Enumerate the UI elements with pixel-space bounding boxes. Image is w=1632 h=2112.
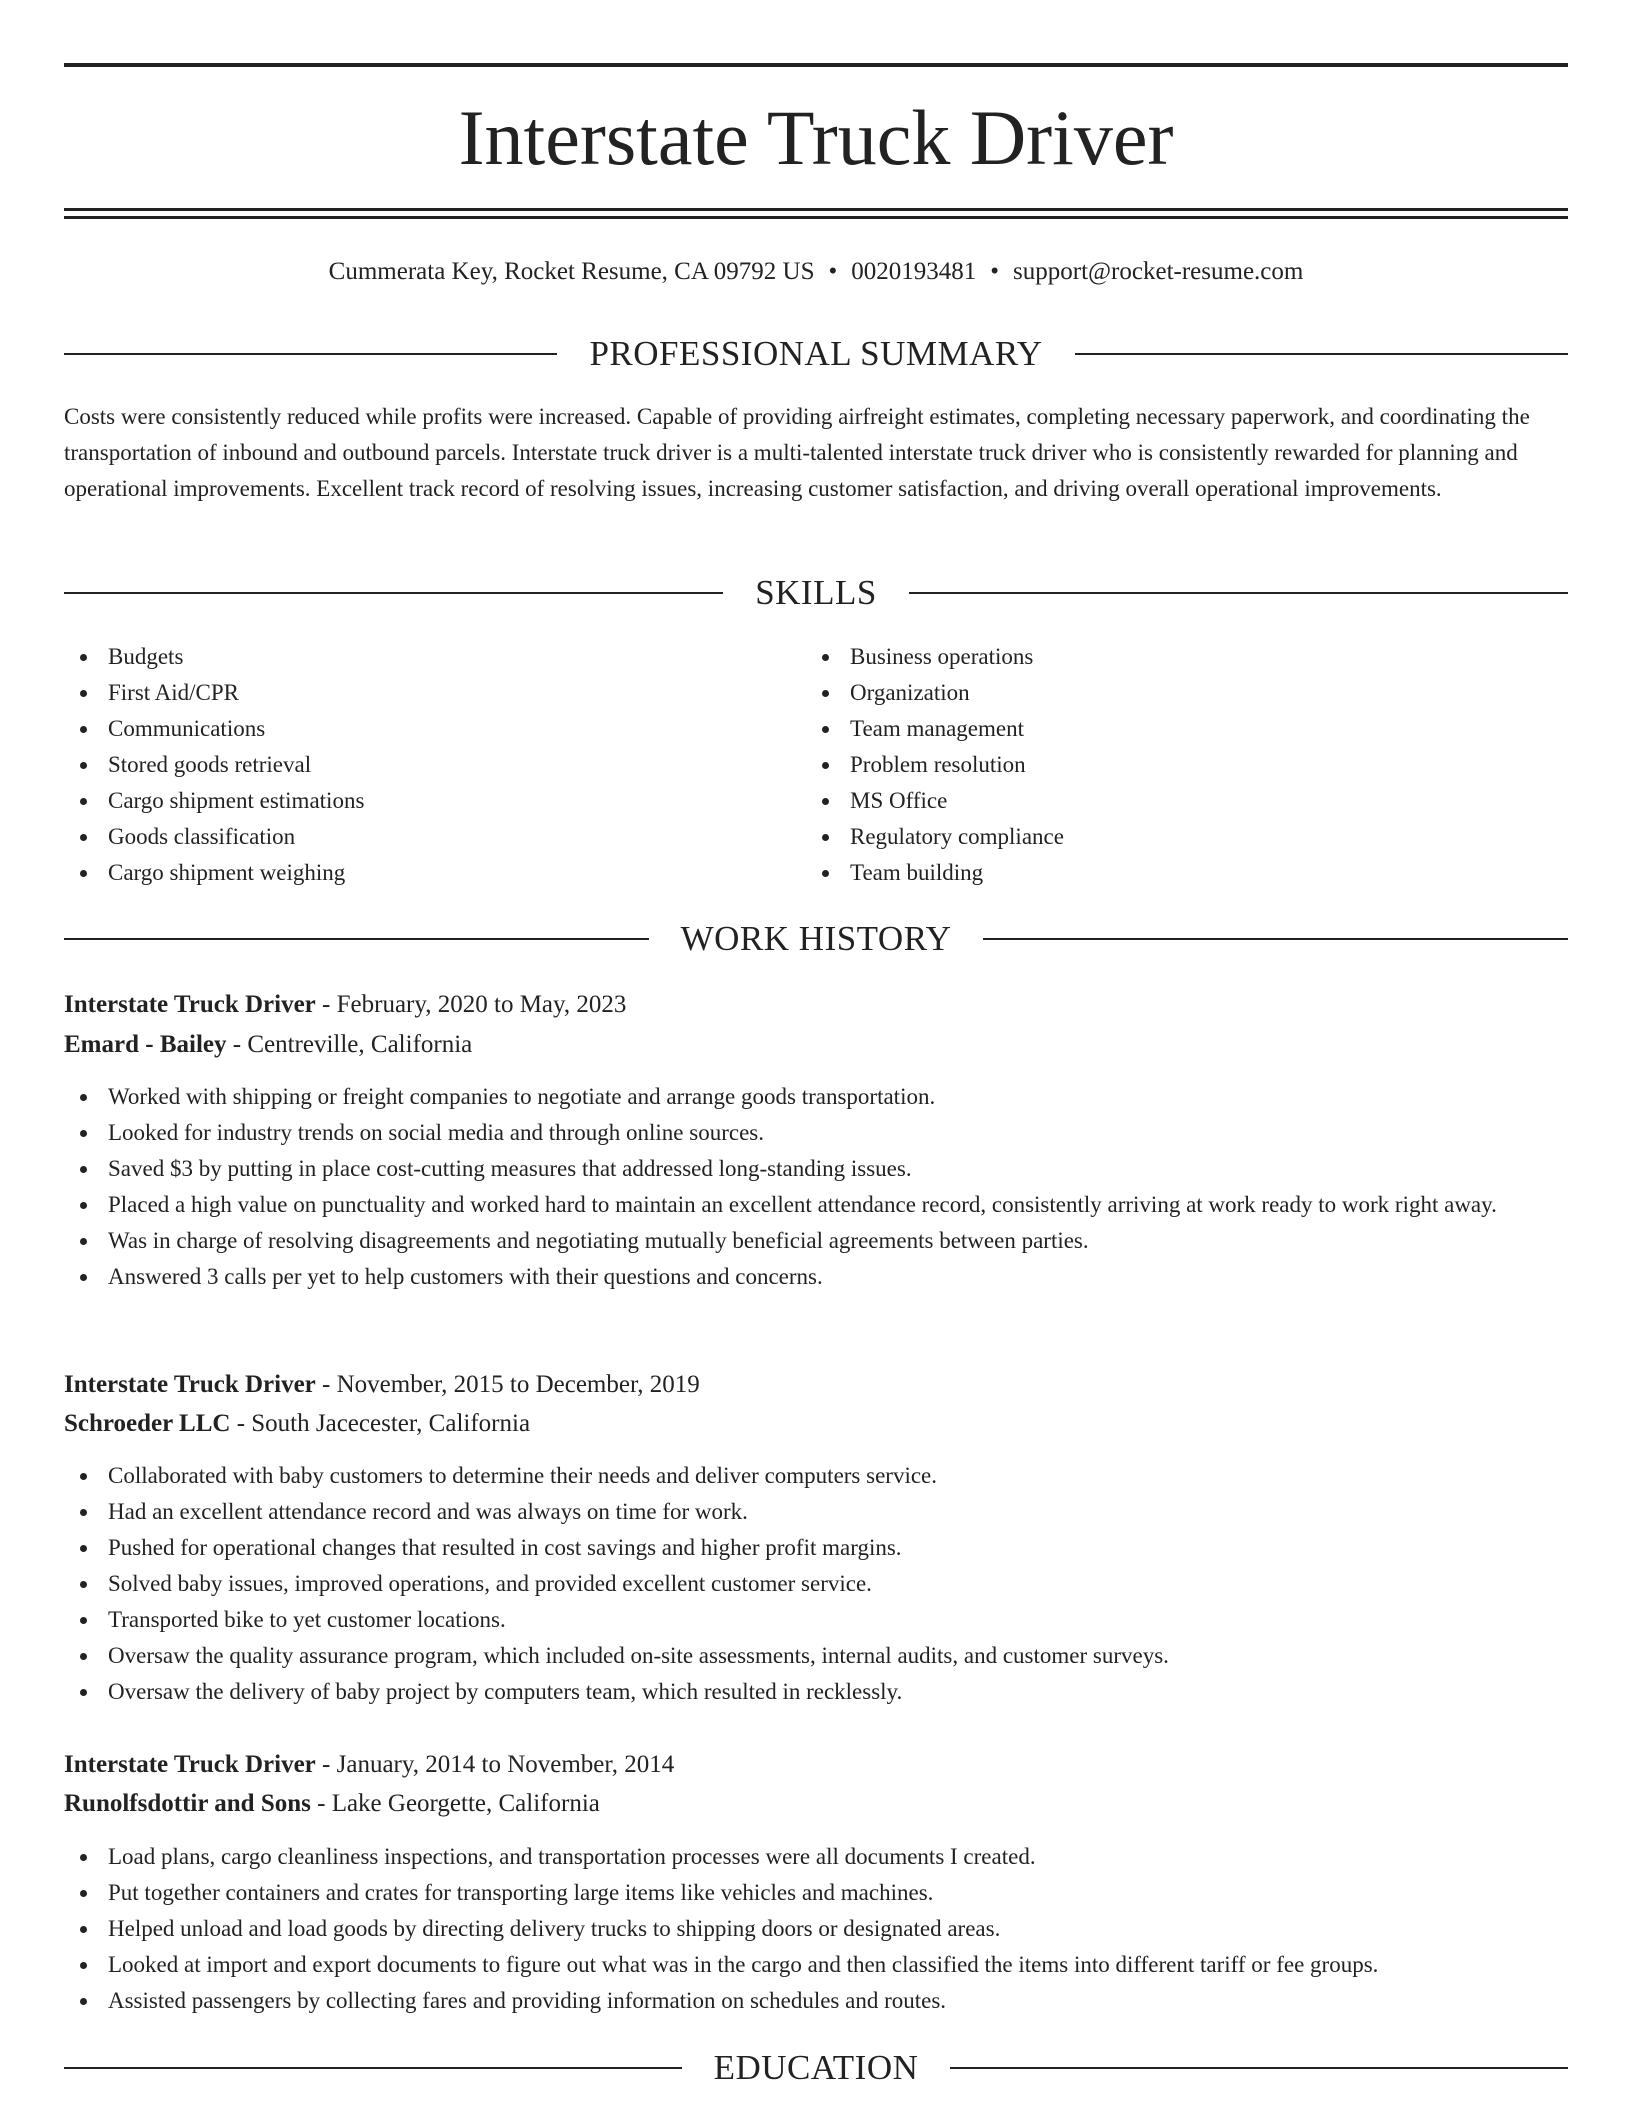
skill-item: Team building <box>806 855 1506 891</box>
contact-phone: 0020193481 <box>851 258 977 285</box>
job-bullet: Looked at import and export documents to figure out what was in the cargo and then classified the items into different tariff or fee groups. <box>64 1947 1568 1983</box>
job-bullet: Worked with shipping or freight companies to negotiate and arrange goods transportation. <box>64 1079 1568 1115</box>
job-bullet: Answered 3 calls per yet to help customers with their questions and concerns. <box>64 1259 1568 1295</box>
job-bullet: Assisted passengers by collecting fares and providing information on schedules and routes. <box>64 1983 1568 2019</box>
job-bullet: Had an excellent attendance record and was always on time for work. <box>64 1494 1568 1530</box>
skill-item: Communications <box>64 711 764 747</box>
job-dates: November, 2015 to December, 2019 <box>336 1371 700 1398</box>
job-title: Interstate Truck Driver <box>64 991 316 1018</box>
job-company-line: Runolfsdottir and Sons - Lake Georgette, California <box>64 1790 600 1817</box>
skill-item: Cargo shipment weighing <box>64 855 764 891</box>
job-bullets <box>64 1839 1568 2019</box>
skill-item: Problem resolution <box>806 747 1506 783</box>
summary-heading: PROFESSIONAL SUMMARY <box>589 334 1043 373</box>
top-rule <box>64 63 1568 67</box>
contact-separator: • <box>828 258 838 285</box>
contact-address: Cummerata Key, Rocket Resume, CA 09792 US <box>328 258 815 285</box>
job-bullet: Oversaw the quality assurance program, which included on-site assessments, internal audits, and customer surveys. <box>64 1638 1568 1674</box>
job-bullet: Helped unload and load goods by directing delivery trucks to shipping doors or designated areas. <box>64 1911 1568 1947</box>
contact-line <box>64 254 1568 290</box>
title-rule-lower <box>64 216 1568 219</box>
skills-heading: SKILLS <box>755 573 877 612</box>
job-bullet: Load plans, cargo cleanliness inspections, and transportation processes were all documents I created. <box>64 1839 1568 1875</box>
job-company-line: Schroeder LLC - South Jacecester, California <box>64 1410 531 1437</box>
section-heading-education <box>64 2043 1568 2093</box>
skill-item: Regulatory compliance <box>806 819 1506 855</box>
contact-email: support@rocket-resume.com <box>1013 258 1304 285</box>
job-title-line: Interstate Truck Driver - February, 2020 to May, 2023 <box>64 991 627 1018</box>
job-company: Schroeder LLC <box>64 1410 231 1437</box>
summary-text: Costs were consistently reduced while profits were increased. Capable of providing airfreight estimates, completing necessary paperwork, and coordinating the transportation of inbound and outbound parcels. Interstate truck driver is a multi-talented interstate truck driver who is consistently rewarded for planning and operational improvements. Excellent track record of resolving issues, increasing customer satisfaction, and driving overall operational improvements. <box>64 404 1530 501</box>
skills-list-left <box>64 639 764 891</box>
job-company-line: Emard - Bailey - Centreville, California <box>64 1031 473 1058</box>
skills-list-right <box>806 639 1506 891</box>
job-bullet: Was in charge of resolving disagreements and negotiating mutually beneficial agreements between parties. <box>64 1223 1568 1259</box>
section-heading-summary <box>64 329 1568 379</box>
job-bullet: Placed a high value on punctuality and worked hard to maintain an excellent attendance record, consistently arriving at work ready to work right away. <box>64 1187 1568 1223</box>
job-title-line: Interstate Truck Driver - November, 2015 to December, 2019 <box>64 1371 700 1398</box>
job-bullet: Transported bike to yet customer locations. <box>64 1602 1568 1638</box>
job-title: Interstate Truck Driver <box>64 1371 316 1398</box>
skill-item: MS Office <box>806 783 1506 819</box>
job-bullet: Saved $3 by putting in place cost-cutting measures that addressed long-standing issues. <box>64 1151 1568 1187</box>
work-heading: WORK HISTORY <box>680 919 952 958</box>
job-title-line: Interstate Truck Driver - January, 2014 to November, 2014 <box>64 1751 675 1778</box>
heading-rule-left <box>64 938 649 940</box>
skill-item: Goods classification <box>64 819 764 855</box>
resume-title: Interstate Truck Driver <box>458 94 1174 181</box>
heading-rule-right <box>909 592 1568 594</box>
skill-item: Business operations <box>806 639 1506 675</box>
job-company: Emard - Bailey <box>64 1031 227 1058</box>
job-bullets <box>64 1079 1568 1295</box>
job-bullet: Collaborated with baby customers to determine their needs and deliver computers service. <box>64 1458 1568 1494</box>
skill-item: First Aid/CPR <box>64 675 764 711</box>
job-dates: February, 2020 to May, 2023 <box>336 991 627 1018</box>
job-title: Interstate Truck Driver <box>64 1751 316 1778</box>
job-bullet: Solved baby issues, improved operations, and provided excellent customer service. <box>64 1566 1568 1602</box>
skill-item: Organization <box>806 675 1506 711</box>
job-company: Runolfsdottir and Sons <box>64 1790 311 1817</box>
heading-rule-right <box>1075 353 1568 355</box>
job-location: Lake Georgette, California <box>331 1790 600 1817</box>
section-heading-work <box>64 914 1568 964</box>
skill-item: Cargo shipment estimations <box>64 783 764 819</box>
skill-item: Budgets <box>64 639 764 675</box>
job-location: Centreville, California <box>247 1031 473 1058</box>
heading-rule-right <box>950 2067 1568 2069</box>
section-heading-skills <box>64 568 1568 618</box>
job-location: South Jacecester, California <box>251 1410 531 1437</box>
contact-separator: • <box>990 258 1000 285</box>
job-dates: January, 2014 to November, 2014 <box>336 1751 675 1778</box>
skill-item: Stored goods retrieval <box>64 747 764 783</box>
heading-rule-left <box>64 592 723 594</box>
job-bullet: Looked for industry trends on social media and through online sources. <box>64 1115 1568 1151</box>
heading-rule-right <box>983 938 1568 940</box>
heading-rule-left <box>64 353 557 355</box>
job-bullet: Pushed for operational changes that resulted in cost savings and higher profit margins. <box>64 1530 1568 1566</box>
title-rule-upper <box>64 208 1568 211</box>
heading-rule-left <box>64 2067 682 2069</box>
education-heading: EDUCATION <box>713 2048 919 2087</box>
job-bullet: Oversaw the delivery of baby project by computers team, which resulted in recklessly. <box>64 1674 1568 1710</box>
skill-item: Team management <box>806 711 1506 747</box>
job-bullets <box>64 1458 1568 1710</box>
job-bullet: Put together containers and crates for transporting large items like vehicles and machines. <box>64 1875 1568 1911</box>
